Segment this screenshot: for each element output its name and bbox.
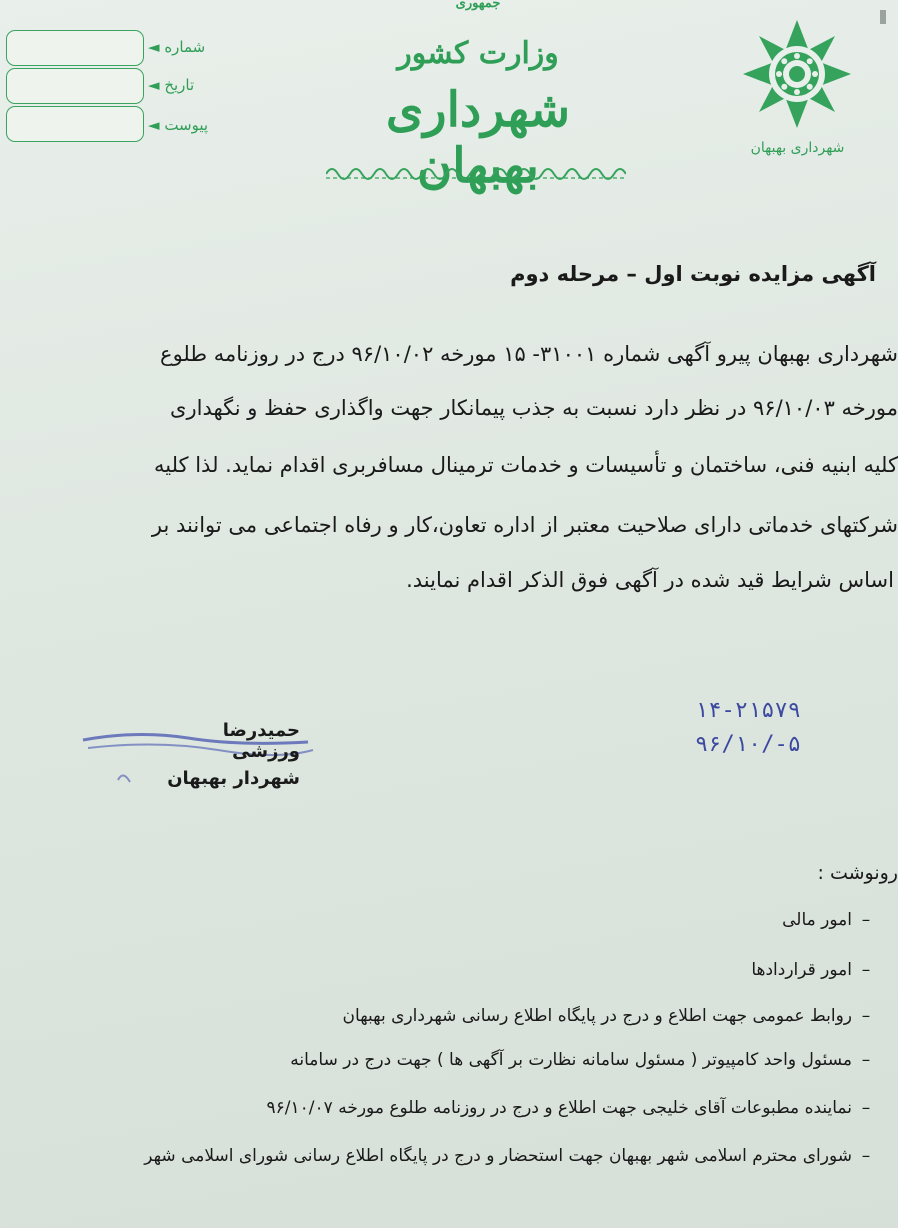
- ornament-border-icon: [326, 162, 626, 184]
- handwritten-number: ۱۴-۲۱۵۷۹: [695, 698, 801, 723]
- cc-heading: رونوشت :: [817, 862, 898, 884]
- attachment-field-box: [6, 106, 144, 142]
- cc-item: –امور قراردادها: [751, 960, 871, 980]
- municipality-logo-icon: [738, 18, 856, 130]
- date-field-label: تاریخ ◄: [148, 76, 195, 94]
- cc-item: –شورای محترم اسلامی شهر بهبهان جهت استحضار و درج در پایگاه اطلاع رسانی شورای اسلامی شهر: [144, 1146, 871, 1166]
- handwritten-reference: [695, 694, 885, 762]
- paragraph-line: شهرداری بهبهان پیرو آگهی شماره ۳۱۰۰۱- ۱۵ مورخه ۹۶/۱۰/۰۲ درج در روزنامه طلوع: [160, 342, 898, 366]
- cc-item: –امور مالی: [782, 910, 871, 930]
- page-edge-mark: [880, 10, 886, 24]
- letterhead-top-text: جمهوری: [455, 0, 501, 11]
- paragraph-line: اساس شرایط قید شده در آگهی فوق الذکر اقدام نمایند.: [406, 568, 894, 592]
- cc-item: –روابط عمومی جهت اطلاع و درج در پایگاه اطلاع رسانی شهرداری بهبهان: [342, 1006, 871, 1026]
- cc-item: –مسئول واحد کامپیوتر ( مسئول سامانه نظارت بر آگهی ها ) جهت درج در سامانه: [290, 1050, 871, 1070]
- cc-item: –نماینده مطبوعات آقای خلیجی جهت اطلاع و درج در روزنامه طلوع مورخه ۹۶/۱۰/۰۷: [266, 1098, 871, 1118]
- municipality-name: شهرداری بهبهان: [385, 82, 571, 194]
- number-field-box: [6, 30, 144, 66]
- letterhead: [318, 0, 638, 194]
- attachment-field-label: پیوست ◄: [148, 116, 209, 134]
- ministry-name: وزارت کشور: [397, 36, 559, 71]
- paragraph-line: کلیه ابنیه فنی، ساختمان و تأسیسات و خدمات ترمینال مسافربری اقدام نماید. لذا کلیه: [154, 453, 898, 477]
- number-field-label: شماره ◄: [148, 38, 206, 56]
- logo-caption: شهرداری بهبهان: [750, 140, 845, 156]
- paragraph-line: مورخه ۹۶/۱۰/۰۳ در نظر دارد نسبت به جذب پیمانکار جهت واگذاری حفظ و نگهداری: [170, 396, 898, 420]
- date-field-box: [6, 68, 144, 104]
- notice-title: آگهی مزایده نوبت اول – مرحله دوم: [510, 262, 876, 286]
- paragraph-line: شرکتهای خدماتی دارای صلاحیت معتبر از اداره تعاون،کار و رفاه اجتماعی می توانند بر: [151, 513, 898, 537]
- handwritten-date: ۹۶/۱۰/-۵: [695, 732, 801, 757]
- signatory-title: شهردار بهبهان: [167, 768, 300, 789]
- signatory-name: حمیدرضا ورزشی: [222, 720, 300, 762]
